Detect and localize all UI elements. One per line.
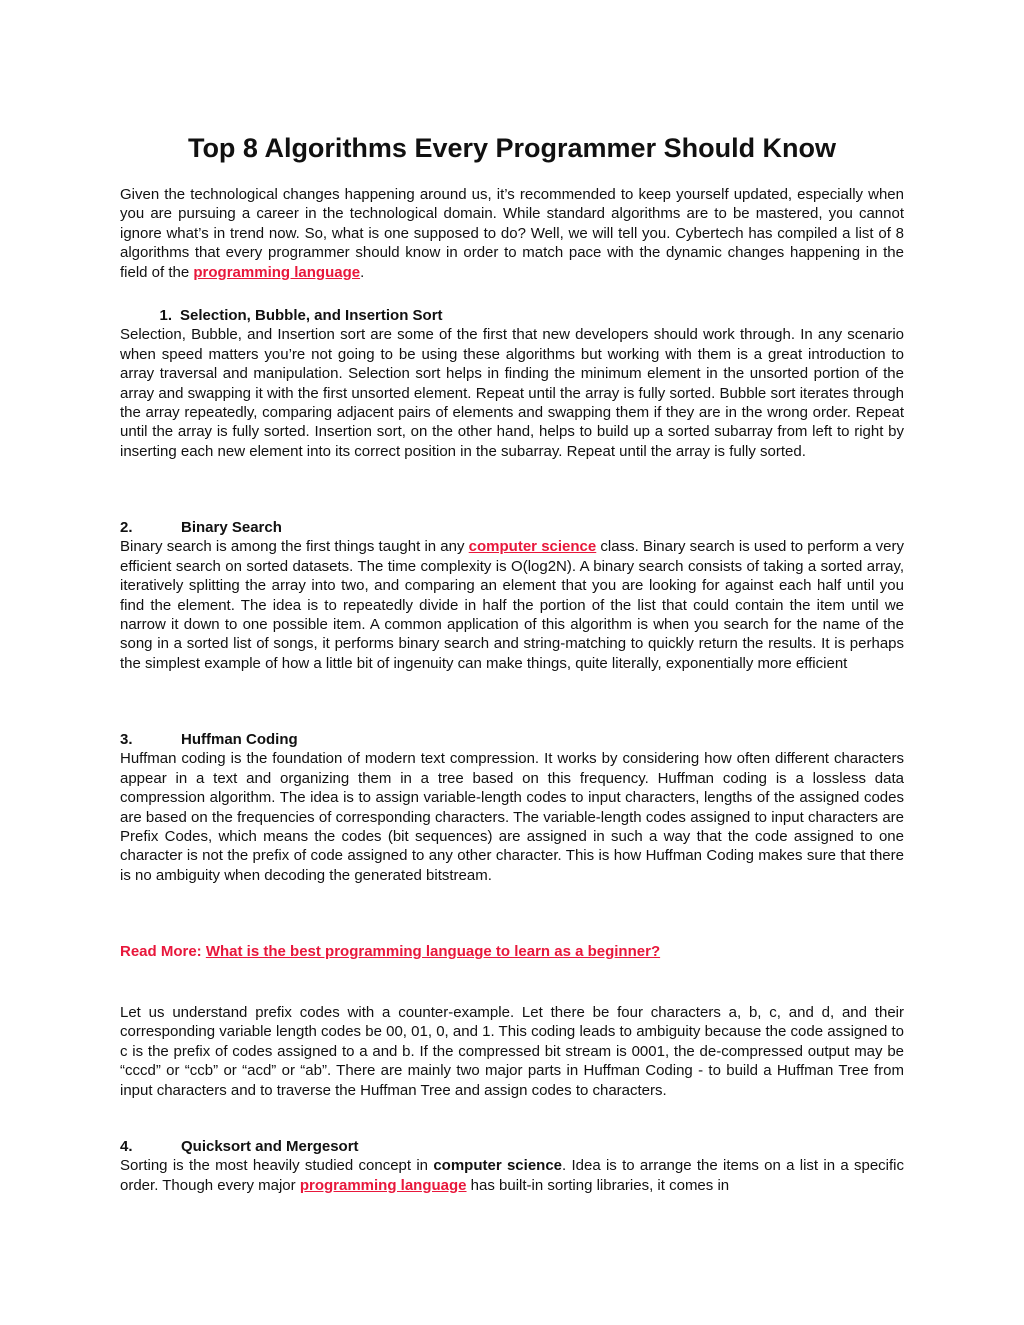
read-more-link[interactable]: What is the best programming language to learn as a beginner? [205,943,661,960]
intro-text-end: . [360,263,365,281]
section-3 [120,730,904,885]
section-4-title: Quicksort and Mergesort [181,1138,359,1155]
prefix-codes-text: Let us understand prefix codes with a counter-example. Let there be four characters a, b, c, and d, and their corresponding variable length codes be 00, 01, 0, and 1. This coding leads to ambiguity because the code assigned to c is the prefix of codes assigned to a and b. If the compressed bit stream is 0001, the de-compressed output may be “cccd” or “ccb” or “acd” or “ab”. There are mainly two major parts in Huffman Coding - to build a Huffman Tree from input characters and to traverse the Huffman Tree and assign codes to characters. [120,1004,904,1099]
read-more-label: Read More: [120,943,202,960]
section-4 [120,1137,904,1195]
section-4-body-start: Sorting is the most heavily studied concept in [120,1157,434,1175]
section-2-body-start: Binary search is among the first things taught in any [120,538,469,556]
section-2-body-rest: class. Binary search is used to perform a very efficient search on sorted datasets. The time complexity is O(log2N). A binary search consists of taking a sorted array, iteratively splitting the array into two, and comparing an element that you are looking for against each half until you find the element. The idea is to repeatedly divide in half the portion of the list that could contain the item until we narrow it down to one possible item. A common application of this algorithm is when you search for the name of the song in a sorted list of songs, it performs binary search and string-matching to quickly return the results. It is perhaps the simplest example of how a little bit of ingenuity can make things, quite literally, exponentially more efficient [120,538,905,672]
section-4-body-mid: . Idea is to arrange the items on a list in a specific order. Though every major [120,1157,904,1194]
section-2-number: 2. [120,519,133,536]
section-1-heading [120,306,904,325]
computer-science-bold: computer science [433,1157,563,1175]
prefix-codes-paragraph [120,1003,904,1100]
section-3-heading [120,730,904,749]
intro-text: Given the technological changes happening around us, it’s recommended to keep yourself updated, especially when you are pursuing a career in the technological domain. While standard algorithms are to be mastered, you cannot ignore what’s in trend now. So, what is one supposed to do? Well, we will tell you. Cybertech has compiled a list of 8 algorithms that every programmer should know in order to match pace with the dynamic changes happening in the field of the [120,186,904,281]
section-3-number: 3. [120,731,133,748]
section-2-heading [120,518,904,537]
section-3-title: Huffman Coding [181,731,298,748]
section-1-title: Selection, Bubble, and Insertion Sort [180,307,443,324]
section-2-title: Binary Search [181,519,282,536]
read-more [120,942,904,961]
section-1-number: 1. [159,307,172,324]
page-title: Top 8 Algorithms Every Programmer Should Know [187,133,837,163]
section-1-body: Selection, Bubble, and Insertion sort are some of the first that new developers should work through. In any scenario when speed matters you’re not going to be using these algorithms but working with them is a great introduction to array traversal and manipulation. Selection sort helps in finding the minimum element in the unsorted portion of the array and swapping it with the first unsorted element. Repeat until the array is fully sorted. Bubble sort iterates through the array repeatedly, comparing adjacent pairs of elements and swapping them if they are in the wrong order. Repeat until the array is fully sorted. Insertion sort, on the other hand, helps to build up a sorted subarray from left to right by inserting each new element into its correct position in the subarray. Repeat until the array is fully sorted. [120,326,904,460]
section-1 [120,306,904,461]
section-2 [120,518,904,673]
computer-science-link[interactable]: computer science [468,538,597,556]
intro-paragraph [120,185,904,282]
section-4-number: 4. [120,1138,133,1155]
programming-language-link[interactable]: programming language [193,263,361,281]
section-4-body-end: has built-in sorting libraries, it comes in [466,1176,730,1194]
programming-language-link-2[interactable]: programming language [299,1176,467,1194]
section-4-heading [120,1137,904,1156]
section-3-body: Huffman coding is the foundation of modern text compression. It works by considering how often different characters appear in a text and organizing them in a tree based on this frequency. Huffman coding is a lossless data compression algorithm. The idea is to assign variable-length codes to input characters, lengths of the assigned codes are based on the frequencies of corresponding characters. The variable-length codes assigned to input characters are Prefix Codes, which means the codes (bit sequences) are assigned in such a way that the code assigned to one character is not the prefix of code assigned to any other character. This is how Huffman Coding makes sure that there is no ambiguity when decoding the generated bitstream. [120,750,904,884]
